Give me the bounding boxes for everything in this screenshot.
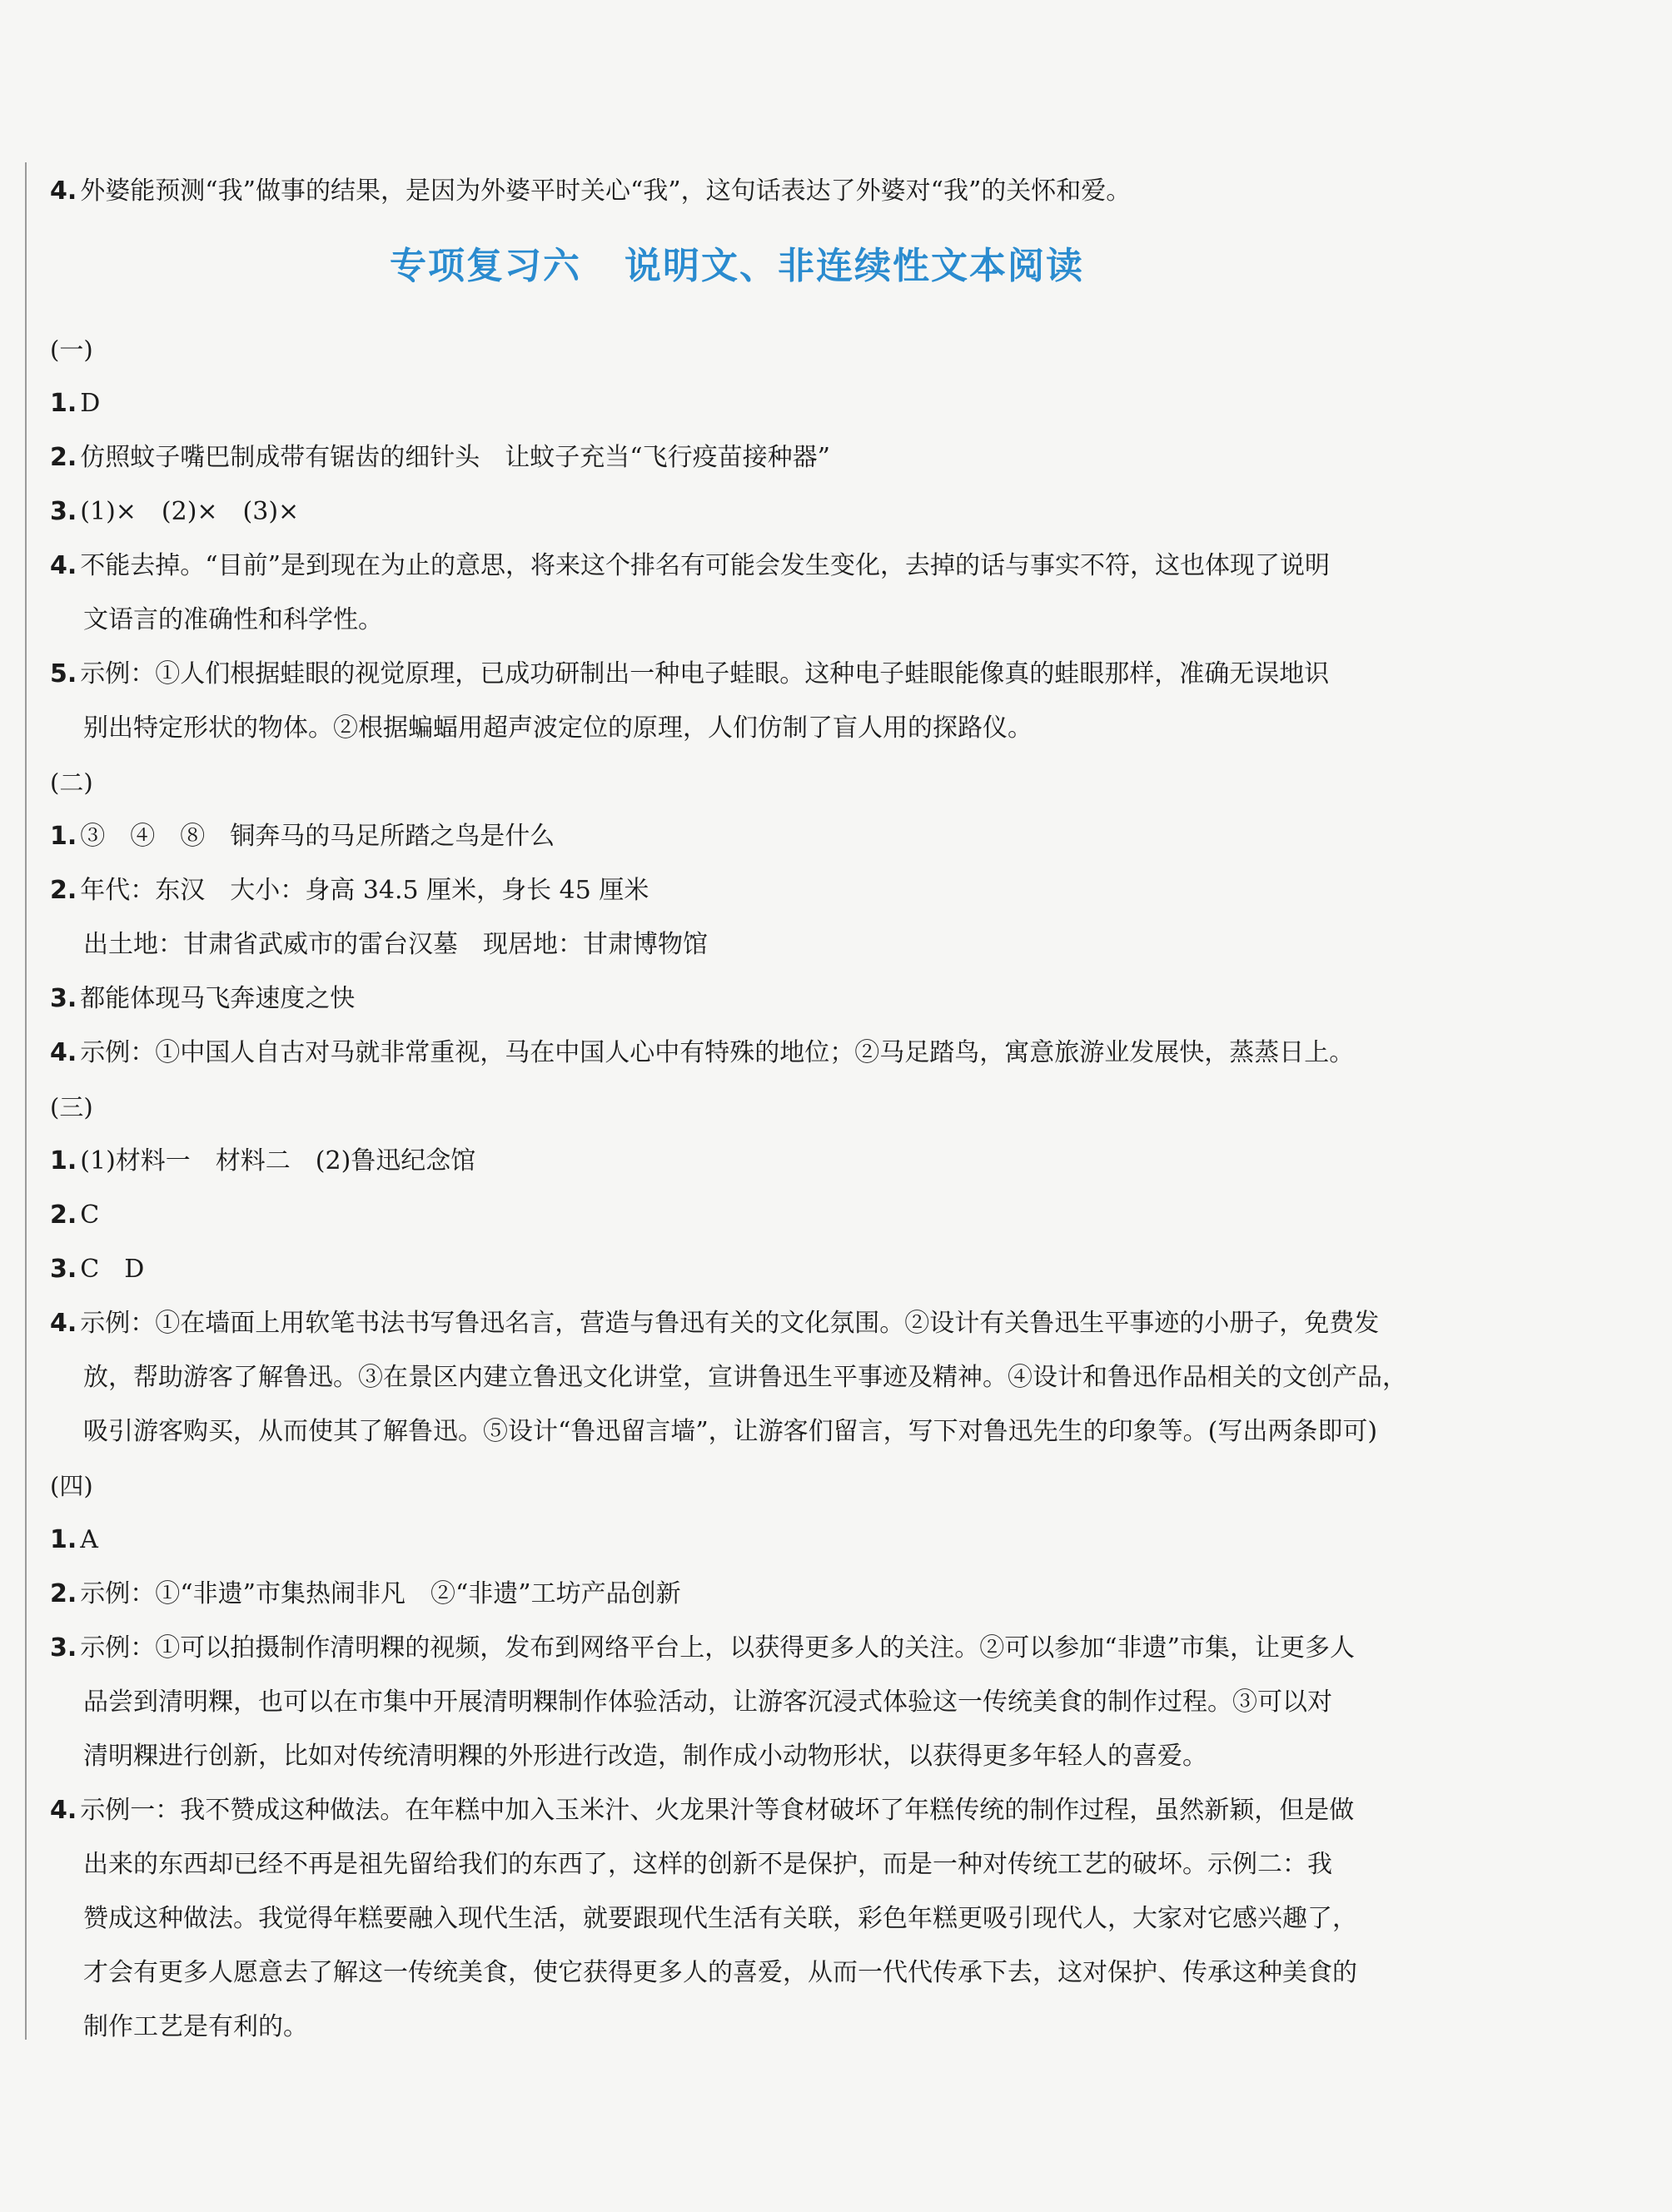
item-text: 外婆能预测“我”做事的结果，是因为外婆平时关心“我”，这句话表达了外婆对“我”的关怀和爱。 <box>80 176 1132 206</box>
answer-item <box>50 658 1329 691</box>
answer-item <box>50 549 1330 583</box>
answer-item <box>50 441 830 475</box>
item-continuation: 制作工艺是有利的。 <box>83 2012 308 2041</box>
item-text: 示例一：我不赞成这种做法。在年糕中加入玉米汁、火龙果汁等食材破坏了年糕传统的制作过程，虽然新颖，但是做 <box>80 1796 1355 1825</box>
item-number: 5. <box>50 659 77 688</box>
item-number: 3. <box>50 1255 77 1284</box>
item-text: 示例：①“非遗”市集热闹非凡 ②“非遗”工坊产品创新 <box>80 1579 681 1608</box>
answer-item <box>50 1199 99 1232</box>
answer-item <box>50 1578 681 1611</box>
item-text: 仿照蚊子嘴巴制成带有锯齿的细针头 让蚊子充当“飞行疫苗接种器” <box>80 443 830 472</box>
item-number: 4. <box>50 1038 77 1067</box>
item-continuation: 品尝到清明粿，也可以在市集中开展清明粿制作体验活动，让游客沉浸式体验这一传统美食的制作过程。③可以对 <box>83 1688 1332 1717</box>
item-continuation: 吸引游客购买，从而使其了解鲁迅。⑤设计“鲁迅留言墙”，让游客们留言，写下对鲁迅先生的印象等。(写出两条即可) <box>83 1417 1378 1446</box>
item-number: 3. <box>50 1633 77 1663</box>
item-continuation: 出土地：甘肃省武威市的雷台汉墓 现居地：甘肃博物馆 <box>83 930 708 959</box>
item-number: 1. <box>50 822 77 851</box>
item-number: 3. <box>50 497 77 526</box>
answer-item <box>50 1524 98 1557</box>
item-text: 都能体现马飞奔速度之快 <box>80 984 356 1013</box>
item-text: ③ ④ ⑧ 铜奔马的马足所踏之鸟是什么 <box>80 822 555 851</box>
item-text: 示例：①人们根据蛙眼的视觉原理，已成功研制出一种电子蛙眼。这种电子蛙眼能像真的蛙眼那样，准确无误地识 <box>80 659 1330 688</box>
section-label: (四) <box>50 1472 93 1500</box>
item-continuation: 赞成这种做法。我觉得年糕要融入现代生活，就要跟现代生活有关联，彩色年糕更吸引现代人，大家对它感兴趣了， <box>83 1904 1357 1933</box>
item-number: 4. <box>50 1796 77 1825</box>
item-number: 4. <box>50 551 77 580</box>
answer-item <box>50 1794 1354 1827</box>
section-label: (一) <box>50 336 93 364</box>
item-number: 1. <box>50 1146 77 1176</box>
answer-item <box>50 874 649 907</box>
item-continuation: 放，帮助游客了解鲁迅。③在景区内建立鲁迅文化讲堂，宣讲鲁迅生平事迹及精神。④设计和鲁迅作品相关的文创产品， <box>83 1363 1407 1392</box>
item-text: C D <box>80 1255 145 1284</box>
item-number: 3. <box>50 984 77 1013</box>
item-number: 2. <box>50 876 77 905</box>
section-label: (二) <box>50 768 93 797</box>
item-number: 4. <box>50 1309 77 1338</box>
top-answer-item <box>50 175 1131 208</box>
item-continuation: 别出特定形状的物体。②根据蝙蝠用超声波定位的原理，人们仿制了盲人用的探路仪。 <box>83 713 1033 743</box>
item-number: 2. <box>50 443 77 472</box>
item-number: 1. <box>50 1525 77 1554</box>
item-text: A <box>80 1525 98 1554</box>
answer-item <box>50 1145 475 1178</box>
item-text: 示例：①中国人自古对马就非常重视，马在中国人心中有特殊的地位；②马足踏鸟，寓意旅游业发展快，蒸蒸日上。 <box>80 1038 1355 1067</box>
item-text: (1)材料一 材料二 (2)鲁迅纪念馆 <box>80 1146 476 1176</box>
item-continuation: 清明粿进行创新，比如对传统清明粿的外形进行改造，制作成小动物形状，以获得更多年轻人的喜爱。 <box>83 1742 1207 1771</box>
page-title <box>0 243 1474 290</box>
item-text: 示例：①在墙面上用软笔书法书写鲁迅名言，营造与鲁迅有关的文化氛围。②设计有关鲁迅生平事迹的小册子，免费发 <box>80 1309 1380 1338</box>
item-text: 不能去掉。“目前”是到现在为止的意思，将来这个排名有可能会发生变化，去掉的话与事实不符，这也体现了说明 <box>80 551 1330 580</box>
answer-item <box>50 387 100 420</box>
answer-item <box>50 982 355 1016</box>
answer-item <box>50 1307 1379 1340</box>
answer-item <box>50 820 555 853</box>
section-label: (三) <box>50 1093 93 1121</box>
item-number: 1. <box>50 389 77 418</box>
item-number: 4. <box>50 176 77 206</box>
title-part-1: 专项复习六 <box>390 245 581 287</box>
item-continuation: 才会有更多人愿意去了解这一传统美食，使它获得更多人的喜爱，从而一代代传承下去，这对保护、传承这种美食的 <box>83 1958 1357 1987</box>
answer-item <box>50 1632 1355 1665</box>
item-number: 2. <box>50 1579 77 1608</box>
answer-item <box>50 1036 1354 1070</box>
item-continuation: 出来的东西却已经不再是祖先留给我们的东西了，这样的创新不是保护，而是一种对传统工艺的破坏。示例二：我 <box>83 1850 1332 1879</box>
item-number: 2. <box>50 1200 77 1230</box>
item-text: 示例：①可以拍摄制作清明粿的视频，发布到网络平台上，以获得更多人的关注。②可以参加“非遗”市集，让更多人 <box>80 1633 1355 1663</box>
title-part-2: 说明文、非连续性文本阅读 <box>625 245 1084 287</box>
answer-item <box>50 1253 144 1286</box>
item-text: 年代：东汉 大小：身高 34.5 厘米，身长 45 厘米 <box>80 876 649 905</box>
answer-item <box>50 495 299 529</box>
item-text: D <box>80 389 101 418</box>
item-text: (1)× (2)× (3)× <box>80 497 300 526</box>
item-text: C <box>80 1200 100 1230</box>
item-continuation: 文语言的准确性和科学性。 <box>83 605 383 634</box>
